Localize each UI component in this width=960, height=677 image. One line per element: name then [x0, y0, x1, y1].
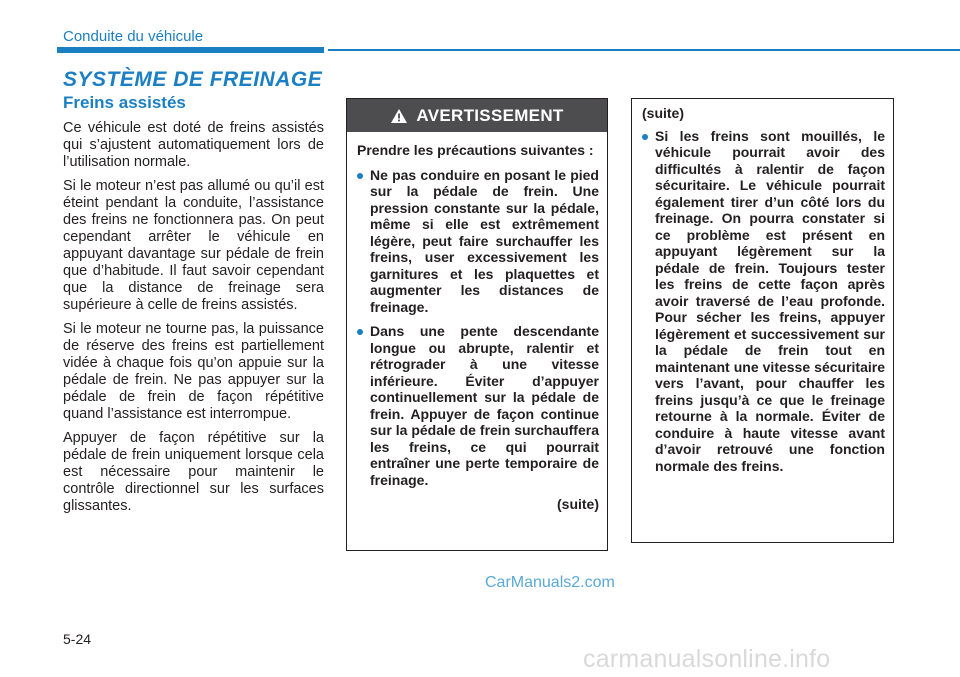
- header-rule-thick: [57, 47, 324, 53]
- warning-bullet-text: Ne pas conduire en posant le pied sur la pédale de frein. Une pression constante sur la pédale, même si elle est extrêmement légère, peut faire surchauffer les freins, user excessivement les garnitures et les plaquettes et augmenter les distances de freinage.: [370, 166, 599, 315]
- warning-triangle-icon: [390, 108, 408, 124]
- continuation-heading: (suite): [642, 105, 684, 121]
- body-paragraph: Si le moteur ne tourne pas, la puissance de réserve des freins est partiellement vidée à chaque fois qu’on appuie sur la pédale de frein. Ne pas appuyer sur la pédale de frein de façon répétitive quand l’assistance est interrompue.: [63, 321, 324, 422]
- header-rule-thin: [328, 49, 960, 51]
- bullet-dot-icon: [642, 134, 648, 140]
- warning-header: [347, 99, 607, 132]
- body-paragraph: Appuyer de façon répétitive sur la pédale de frein uniquement lorsque cela est nécessaire pour maintenir le contrôle directionnel sur les surfaces glissantes.: [63, 430, 324, 514]
- warning-continued: (suite): [557, 496, 599, 512]
- warning-continuation-box: [631, 98, 894, 543]
- bullet-dot-icon: [357, 329, 363, 335]
- warning-body: [347, 132, 607, 513]
- warning-box: [346, 98, 608, 551]
- body-paragraph: Ce véhicule est doté de freins assistés qui s’ajustent automatiquement lors de l’utilisation normale.: [63, 120, 324, 170]
- sub-title: Freins assistés: [63, 93, 186, 112]
- continuation-bullet-text: Si les freins sont mouillés, le véhicule pourrait avoir des difficultés à ralentir de façon sécuritaire. Le véhicule pourrait également tirer d’un côté lors du freinage. On pourra constater si ce problème est présent en appuyant légèrement sur la pédale de frein. Toujours tester les freins de cette façon après avoir traversé de l’eau profonde. Pour sécher les freins, appuyer légèrement et successivement sur la pédale de frein tout en maintenant une vitesse sécuritaire vers l’avant, pour chauffer les freins jusqu’à ce que le freinage retourne à la normale. Éviter de conduire à haute vitesse avant d’avoir retrouvé une fonction normale des freins.: [655, 127, 885, 474]
- warning-bullet-text: Dans une pente descendante longue ou abrupte, ralentir et rétrograder à une vitesse inférieure. Éviter d’appuyer continuellement sur la pédale de frein. Appuyer de façon continue sur la pédale de frein surchauffera les freins, ce qui pourrait entraîner une perte temporaire de freinage.: [370, 323, 599, 488]
- bullet-dot-icon: [357, 173, 363, 179]
- chapter-title: SYSTÈME DE FREINAGE: [63, 68, 323, 91]
- body-text-column: [63, 120, 324, 522]
- warning-title: AVERTISSEMENT: [416, 105, 564, 125]
- warning-bullet: [357, 323, 599, 488]
- warning-bullet: [357, 167, 599, 316]
- body-paragraph: Si le moteur n’est pas allumé ou qu’il est éteint pendant la conduite, l’assistance des freins ne fonctionnera pas. On peut cependant arrêter le véhicule en appuyant davantage sur pédale de frein que d’habitude. Il faut savoir cependant que la distance de freinage sera supérieure à celle de freins assistés.: [63, 178, 324, 313]
- warning-intro: Prendre les précautions suivantes :: [357, 142, 594, 158]
- page-number: 5-24: [63, 631, 92, 647]
- footer-watermark: carmanualsonline.info: [583, 645, 831, 673]
- continuation-bullet: [642, 128, 885, 475]
- section-label: Conduite du véhicule: [63, 28, 204, 45]
- watermark-link[interactable]: CarManuals2.com: [485, 574, 615, 591]
